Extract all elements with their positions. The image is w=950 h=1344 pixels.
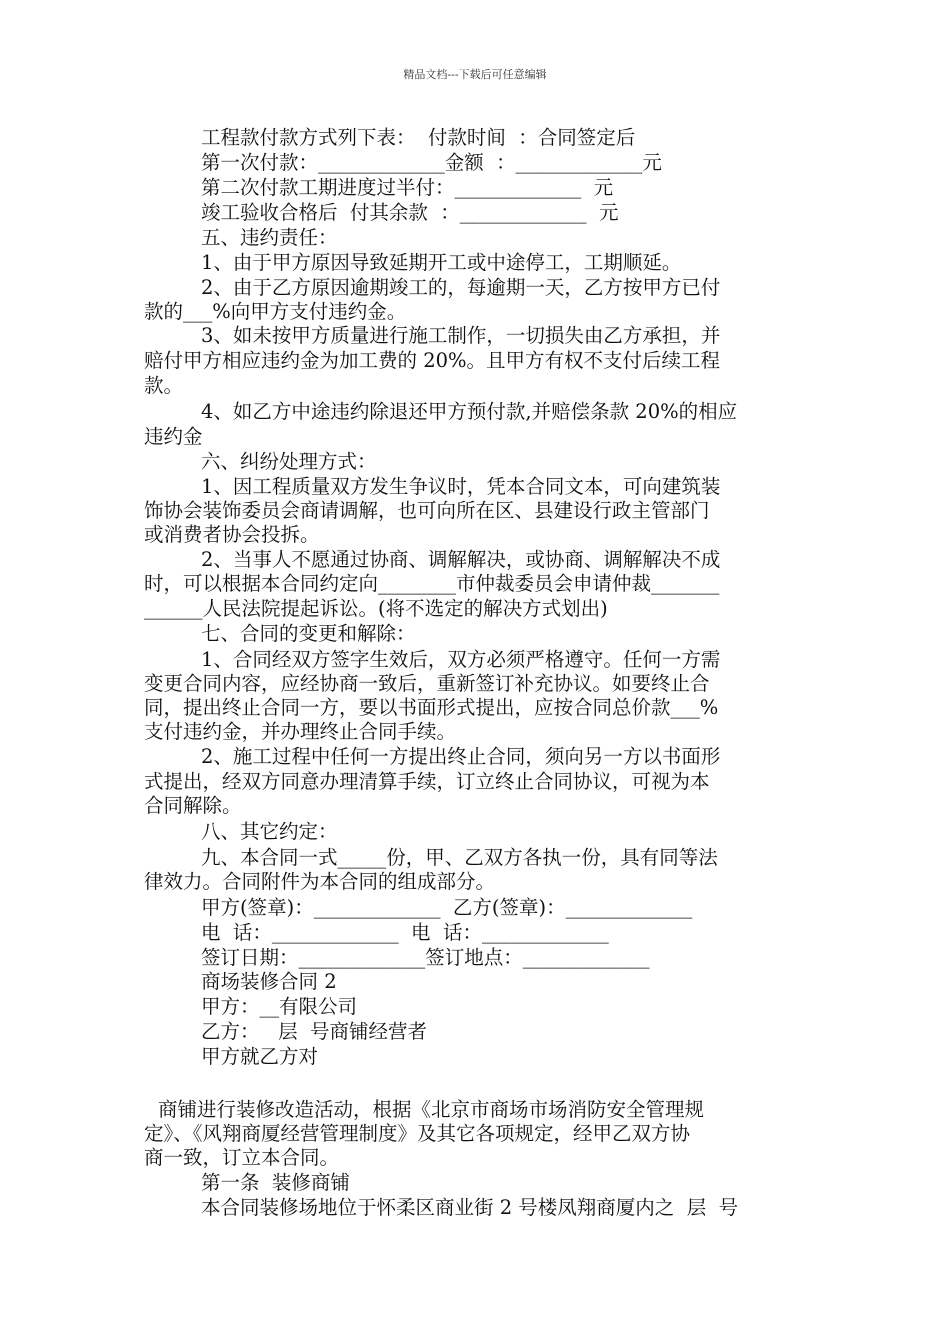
page-header: 精品文档---下载后可任意编辑 — [403, 68, 547, 81]
text-line: 定》、《风翔商厦经营管理制度》及其它各项规定，经甲乙双方协 — [144, 1122, 691, 1145]
text-line: 同，提出终止合同一方，要以书面形式提出，应按合同总价款___% — [144, 696, 719, 719]
text-line: 2、施工过程中任何一方提出终止合同，须向另一方以书面形 — [201, 745, 721, 768]
text-line: 竣工验收合格后 付其余款 ：_____________ 元 — [201, 201, 619, 224]
text-line: 款的___%向甲方支付违约金。 — [144, 300, 407, 323]
text-line: 式提出，经双方同意办理清算手续，订立终止合同协议，可视为本 — [144, 770, 710, 793]
party-a-line: 甲方：__有限公司 — [201, 995, 358, 1018]
phone-line: 电 话：_____________ 电 话：_____________ — [201, 921, 609, 944]
text-line: 商一致，订立本合同。 — [144, 1146, 340, 1169]
text-line: 本合同装修场地位于怀柔区商业街 2 号楼凤翔商厦内之 层 号 — [201, 1196, 739, 1219]
text-line: 2、当事人不愿通过协商、调解解决，或协商、调解解决不成 — [201, 548, 721, 571]
text-line: 违约金 — [144, 425, 203, 448]
text-line: 律效力。合同附件为本合同的组成部分。 — [144, 870, 496, 893]
text-line: 第一次付款：_____________金额 ：_____________元 — [201, 151, 662, 174]
section-heading: 五、违约责任： — [201, 226, 338, 249]
section-heading: 七、合同的变更和解除： — [201, 622, 416, 645]
text-line: 第二次付款工期进度过半付：_____________ 元 — [201, 176, 614, 199]
date-place-line: 签订日期：_____________签订地点：_____________ — [201, 946, 650, 969]
text-line: 1、合同经双方签字生效后，双方必须严格遵守。任何一方需 — [201, 648, 721, 671]
text-line: 支付违约金，并办理终止合同手续。 — [144, 720, 457, 743]
text-line: 变更合同内容，应经协商一致后，重新签订补充协议。如要终止合 — [144, 672, 710, 695]
text-line: 商铺进行装修改造活动，根据《北京市商场市场消防安全管理规 — [158, 1098, 705, 1121]
text-line: 甲方就乙方对 — [201, 1045, 319, 1068]
text-line: 2、由于乙方原因逾期竣工的，每逾期一天，乙方按甲方已付 — [201, 276, 721, 299]
text-line: 4、如乙方中途违约除退还甲方预付款,并赔偿条款 20%的相应 — [201, 400, 738, 423]
text-line: 时，可以根据本合同约定向________市仲裁委员会申请仲裁_______ — [144, 572, 720, 595]
text-line: 九、本合同一式_____份，甲、乙双方各执一份，具有同等法 — [201, 846, 718, 869]
article-heading: 第一条 装修商铺 — [201, 1171, 350, 1194]
text-line: 合同解除。 — [144, 794, 242, 817]
text-line: 赔付甲方相应违约金为加工费的 20%。且甲方有权不支付后续工程 — [144, 349, 721, 372]
text-line: 1、由于甲方原因导致延期开工或中途停工，工期顺延。 — [201, 251, 682, 274]
signature-line: 甲方(签章)：_____________ 乙方(签章)：_____________ — [201, 896, 693, 919]
text-line: 或消费者协会投拆。 — [144, 523, 320, 546]
text-line: 工程款付款方式列下表： 付款时间 ：合同签定后 — [201, 126, 636, 149]
text-line: 饰协会装饰委员会商请调解，也可向所在区、县建设行政主管部门 — [144, 499, 710, 522]
contract-title: 商场装修合同 2 — [201, 970, 337, 993]
text-line: 1、因工程质量双方发生争议时，凭本合同文本，可向建筑装 — [201, 475, 721, 498]
text-line: 款。 — [144, 374, 184, 397]
party-b-line: 乙方： 层 号商铺经营者 — [201, 1020, 427, 1043]
text-line: ______人民法院提起诉讼。(将不选定的解决方式划出) — [144, 597, 608, 620]
text-line: 3、如未按甲方质量进行施工制作，一切损失由乙方承担，并 — [201, 324, 721, 347]
section-heading: 八、其它约定： — [201, 820, 338, 843]
section-heading: 六、纠纷处理方式： — [201, 450, 377, 473]
